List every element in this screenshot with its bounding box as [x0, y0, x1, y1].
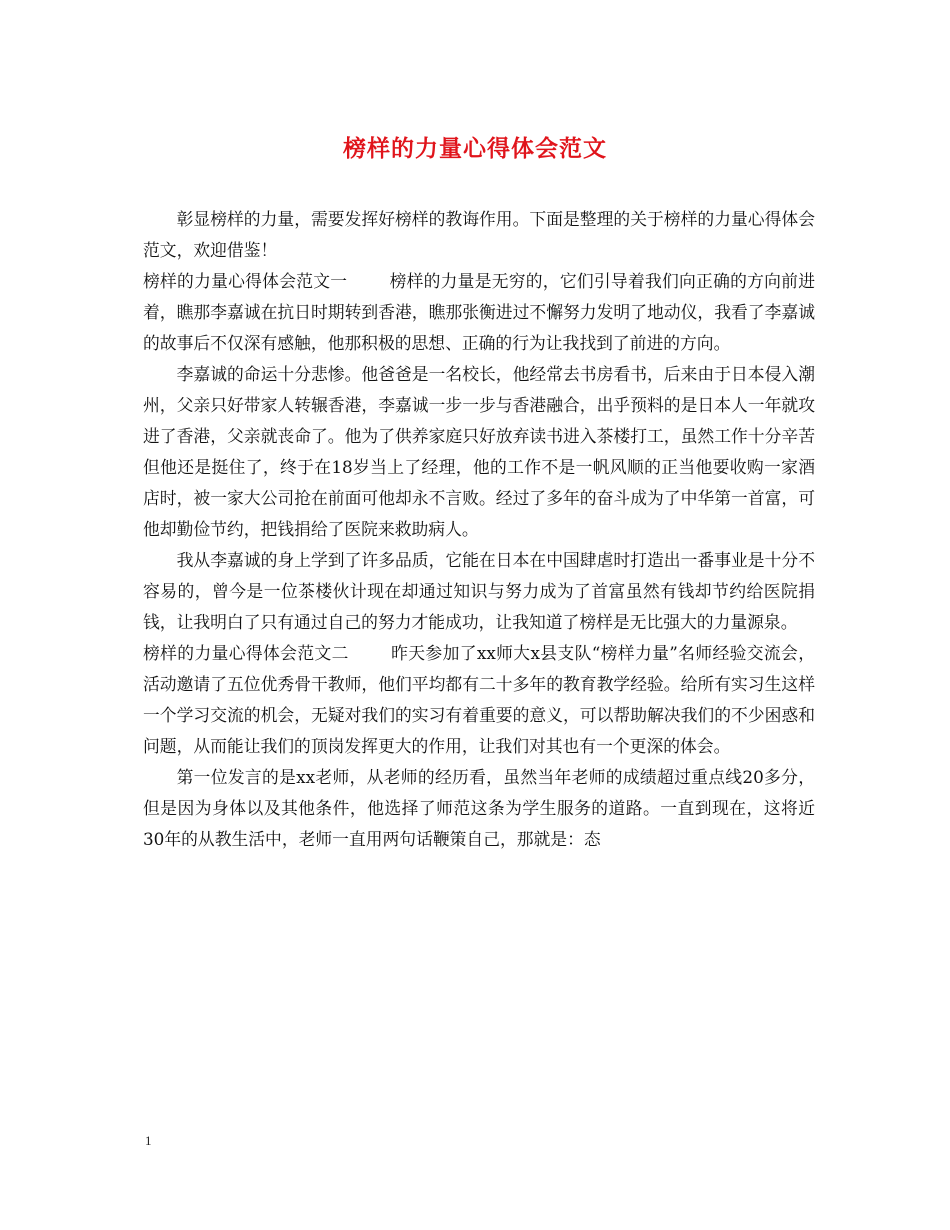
section-one-paragraph — [143, 266, 815, 359]
document-title: 榜样的力量心得体会范文 — [343, 136, 607, 162]
section-one-text: 榜样的力量是无穷的，它们引导着我们向正确的方向前进着，瞧那李嘉诚在抗日时期转到香港，瞧那张衡进过不懈努力发明了地动仪，我看了李嘉诚的故事后不仅深有感触，他那积极的思想、正确的行为让我找到了前进的方向。 — [143, 271, 815, 353]
page-number: 1 — [145, 1133, 152, 1148]
body-paragraph-lessons: 我从李嘉诚的身上学到了许多品质，它能在日本在中国肆虐时打造出一番事业是十分不容易的，曾今是一位茶楼伙计现在却通过知识与努力成为了首富虽然有钱却节约给医院捐钱，让我明白了只有通过自己的努力才能成功，让我知道了榜样是无比强大的力量源泉。 — [143, 550, 815, 632]
body-paragraph-li-ka-shing-story: 李嘉诚的命运十分悲惨。他爸爸是一名校长，他经常去书房看书，后来由于日本侵入潮州，父亲只好带家人转辗香港，李嘉诚一步一步与香港融合，出乎预料的是日本人一年就攻进了香港，父亲就丧命了。他为了供养家庭只好放弃读书进入茶楼打工，虽然工作十分辛苦但他还是挺住了，终于在18岁当上了经理，他的工作不是一帆风顺的正当他要收购一家酒店时，被一家大公司抢在前面可他却永不言败。经过了多年的奋斗成为了中华第一首富，可他却勤俭节约，把钱捐给了医院来救助病人。 — [143, 364, 815, 539]
section-heading-one: 榜样的力量心得体会范文一 — [143, 271, 348, 291]
body-paragraph-first-speaker: 第一位发言的是xx老师，从老师的经历看，虽然当年老师的成绩超过重点线20多分，但是因为身体以及其他条件，他选择了师范这条为学生服务的道路。一直到现在，这将近30年的从教生活中，老师一直用两句话鞭策自己，那就是：态 — [143, 767, 815, 849]
document-body — [143, 204, 815, 855]
section-two-paragraph — [143, 638, 815, 762]
section-heading-two: 榜样的力量心得体会范文二 — [143, 643, 349, 663]
section-two-text: 昨天参加了xx师大x县支队“榜样力量”名师经验交流会，活动邀请了五位优秀骨干教师，他们平均都有二十多年的教育教学经验。给所有实习生这样一个学习交流的机会，无疑对我们的实习有着重要的意义，可以帮助解决我们的不少困惑和问题，从而能让我们的顶岗发挥更大的作用，让我们对其也有一个更深的体会。 — [143, 643, 815, 756]
intro-paragraph: 彰显榜样的力量，需要发挥好榜样的教诲作用。下面是整理的关于榜样的力量心得体会范文，欢迎借鉴！ — [143, 209, 815, 260]
